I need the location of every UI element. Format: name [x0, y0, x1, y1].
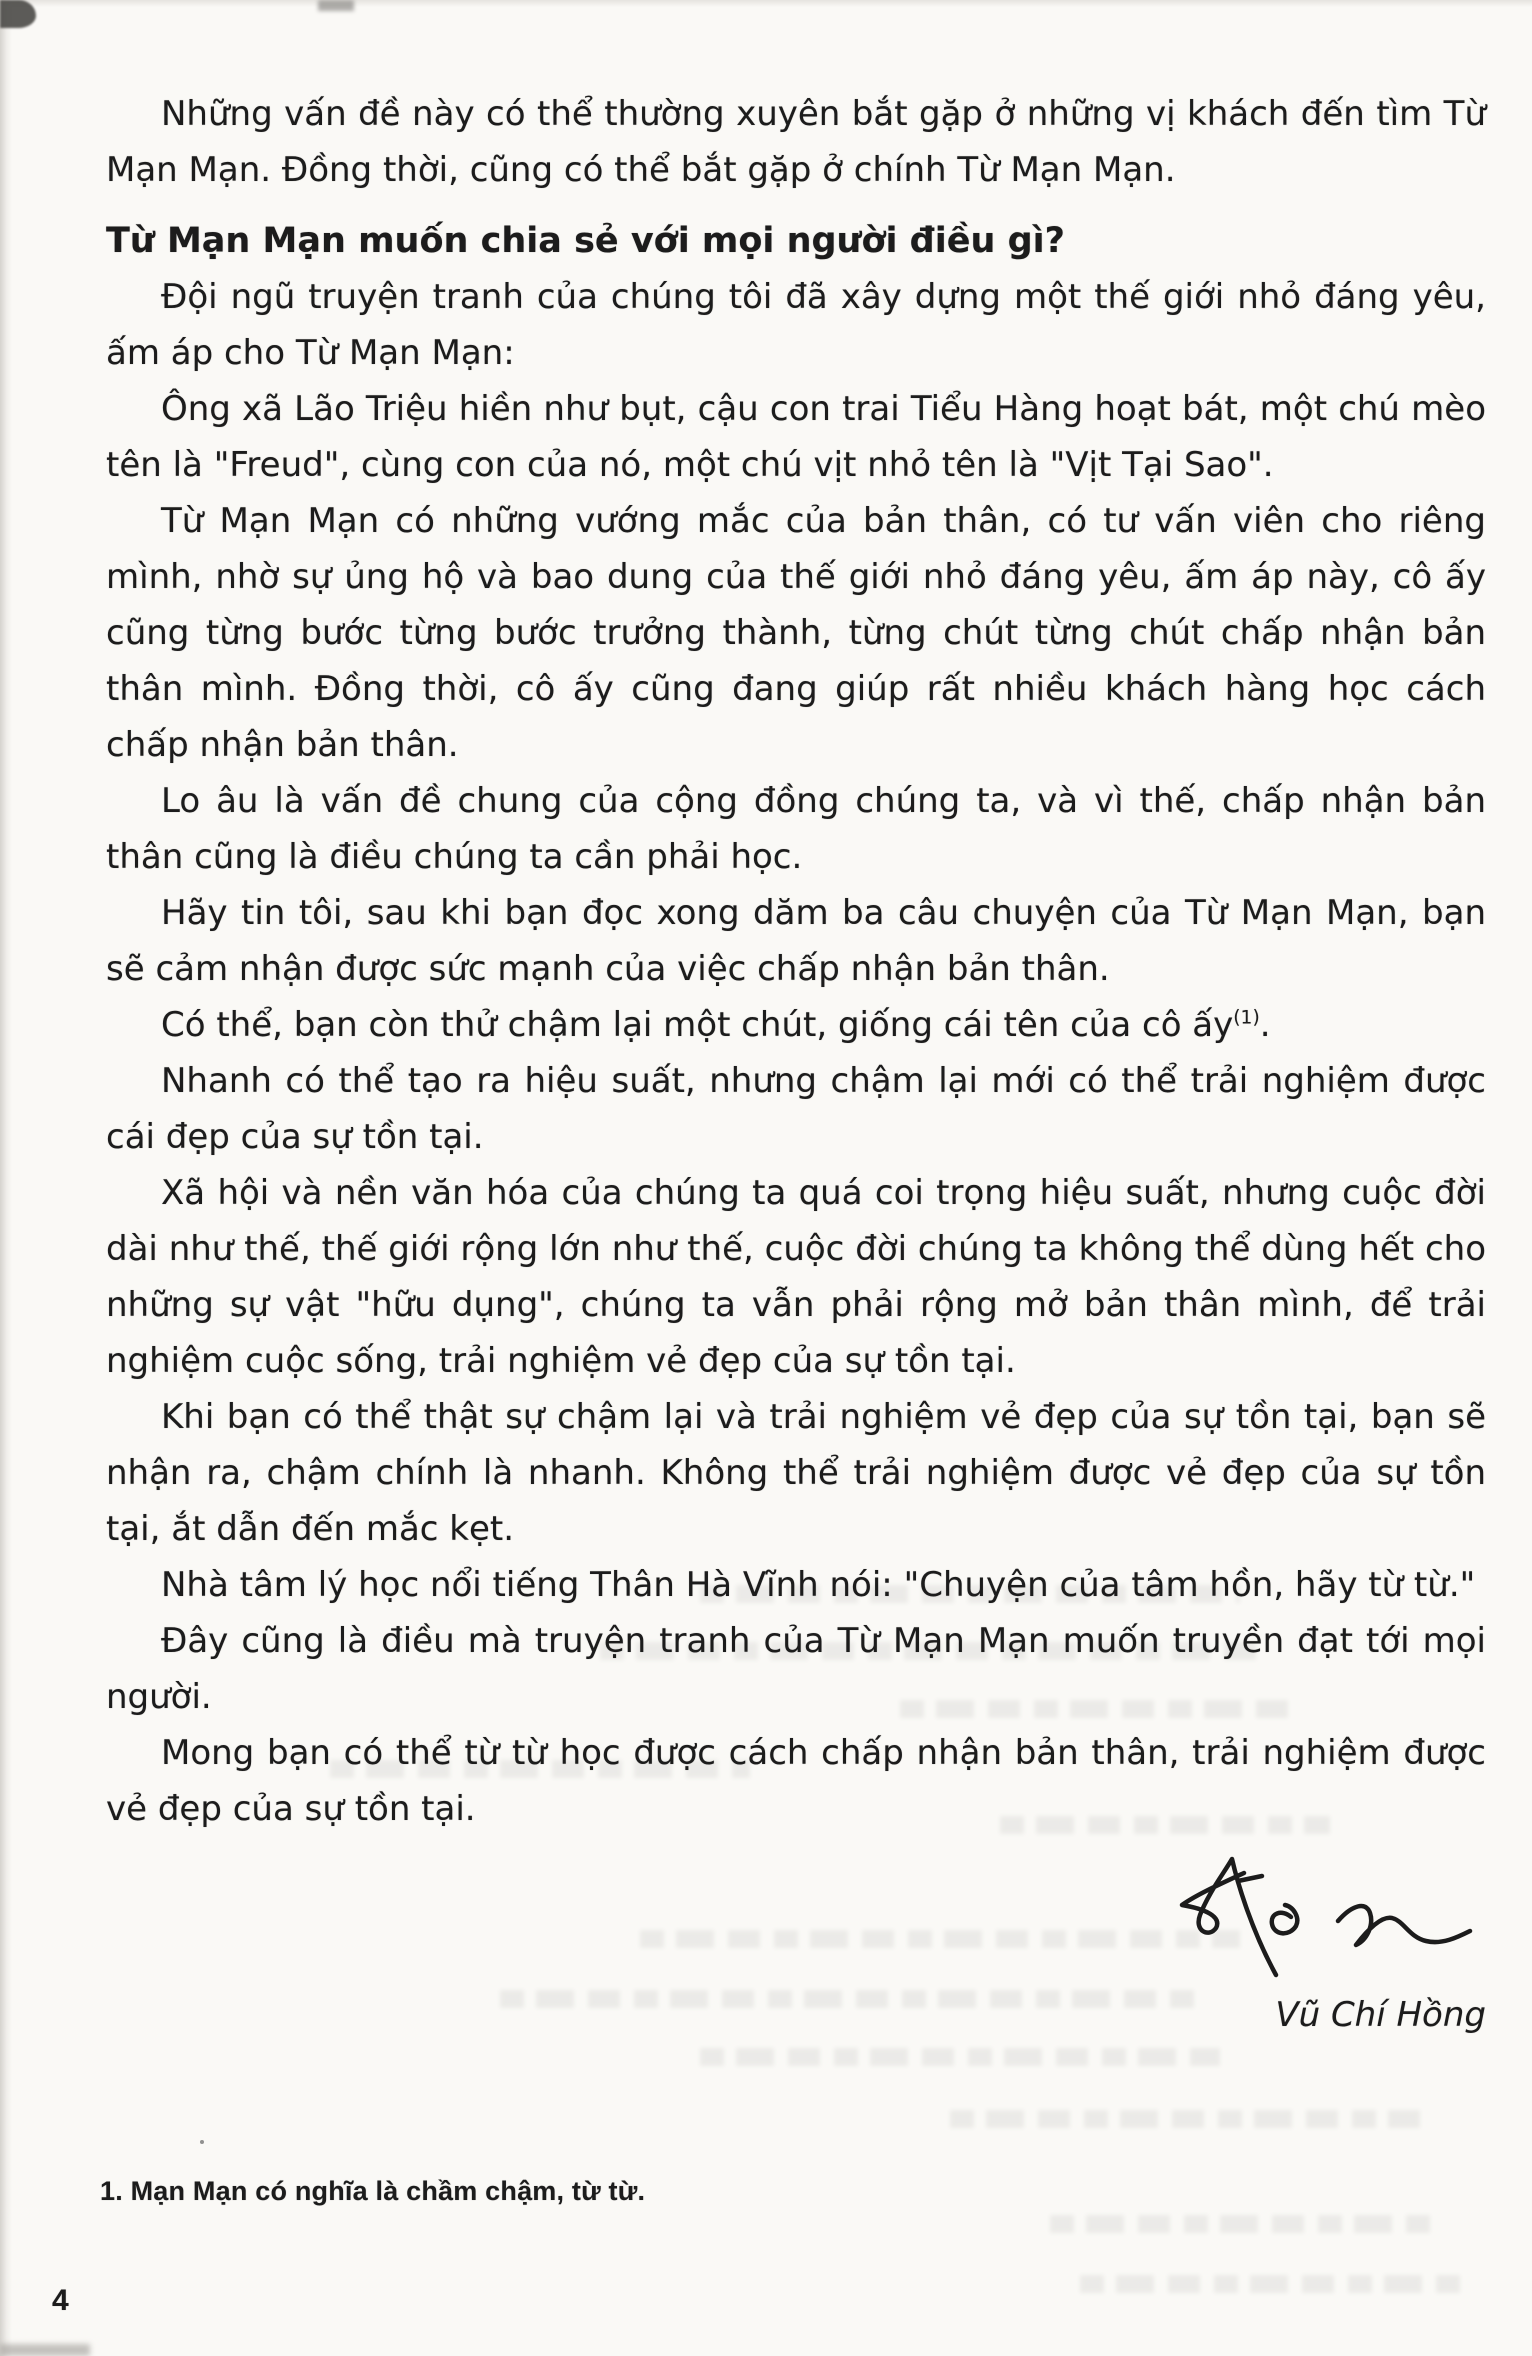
- scan-smudge: [318, 0, 354, 11]
- scan-edge-artifact: [0, 0, 12, 2356]
- paragraph-slow: [106, 997, 1486, 1053]
- scan-smudge: [0, 2344, 90, 2356]
- paragraph-society: Xã hội và nền văn hóa của chúng ta quá coi trọng hiệu suất, nhưng cuộc đời dài như thế, thế giới rộng lớn như thế, cuộc đời chúng ta không thể dùng hết cho những sự vật "hữu dụng", chúng ta vẫn phải rộng mở bản thân mình, để trải nghiệm cuộc sống, trải nghiệm vẻ đẹp của sự tồn tại.: [106, 1173, 1486, 1381]
- footnote: 1. Mạn Mạn có nghĩa là chầm chậm, từ từ.: [100, 2176, 646, 2206]
- footnote-reference: (1): [1233, 1007, 1260, 1029]
- page-number: 4: [52, 2284, 69, 2317]
- paragraph-growth: Từ Mạn Mạn có những vướng mắc của bản thân, có tư vấn viên cho riêng mình, nhờ sự ủng hộ và bao dung của thế giới nhỏ đáng yêu, ấm áp này, cô ấy cũng từng bước từng bước trưởng thành, từng chút từng chút chấp nhận bản thân mình. Đồng thời, cô ấy cũng đang giúp rất nhiều khách hàng học cách chấp nhận bản thân.: [106, 501, 1486, 765]
- scan-speck: [200, 2140, 204, 2144]
- paragraph-speed: Nhanh có thể tạo ra hiệu suất, nhưng chậm lại mới có thể trải nghiệm được cái đẹp của sự tồn tại.: [106, 1061, 1486, 1157]
- author-name: Vũ Chí Hồng: [1275, 1995, 1486, 2035]
- bleed-through-artifact: [700, 2048, 1220, 2066]
- paragraph-message: Đây cũng là điều mà truyện tranh của Từ Mạn Mạn muốn truyền đạt tới mọi người.: [106, 1621, 1486, 1717]
- intro-paragraph: Những vấn đề này có thể thường xuyên bắt gặp ở những vị khách đến tìm Từ Mạn Mạn. Đồng thời, cũng có thể bắt gặp ở chính Từ Mạn Mạn.: [106, 94, 1486, 190]
- paragraph-family: Ông xã Lão Triệu hiền như bụt, cậu con trai Tiểu Hàng hoạt bát, một chú mèo tên là "Freud", cùng con của nó, một chú vịt nhỏ tên là "Vịt Tại Sao".: [106, 389, 1486, 485]
- bleed-through-artifact: [1080, 2275, 1460, 2293]
- paragraph-quote: Nhà tâm lý học nổi tiếng Thân Hà Vĩnh nói: "Chuyện của tâm hồn, hãy từ từ.": [161, 1565, 1476, 1605]
- paragraph-wish: Mong bạn có thể từ từ học được cách chấp nhận bản thân, trải nghiệm được vẻ đẹp của sự tồn tại.: [106, 1733, 1486, 1829]
- bleed-through-artifact: [950, 2110, 1420, 2128]
- paragraph-experience: Khi bạn có thể thật sự chậm lại và trải nghiệm vẻ đẹp của sự tồn tại, bạn sẽ nhận ra, chậm chính là nhanh. Không thể trải nghiệm được vẻ đẹp của sự tồn tại, ắt dẫn đến mắc kẹt.: [106, 1397, 1486, 1549]
- paragraph-trust: Hãy tin tôi, sau khi bạn đọc xong dăm ba câu chuyện của Từ Mạn Mạn, bạn sẽ cảm nhận được sức mạnh của việc chấp nhận bản thân.: [106, 893, 1486, 989]
- author-block: [106, 1847, 1486, 2041]
- section-heading: Từ Mạn Mạn muốn chia sẻ với mọi người điều gì?: [106, 221, 1065, 261]
- scan-edge-artifact: [0, 0, 1532, 7]
- handwritten-signature-icon: [1126, 1847, 1476, 1987]
- text-column: [106, 86, 1486, 2041]
- paragraph-slow-text: Có thể, bạn còn thử chậm lại một chút, giống cái tên của cô ấy: [161, 1005, 1234, 1045]
- paragraph-team: Đội ngũ truyện tranh của chúng tôi đã xây dựng một thế giới nhỏ đáng yêu, ấm áp cho Từ Mạn Mạn:: [106, 277, 1486, 373]
- scan-corner-blotch: [0, 0, 36, 28]
- bleed-through-artifact: [1050, 2215, 1430, 2233]
- paragraph-slow-period: .: [1259, 1005, 1271, 1045]
- paragraph-anxiety: Lo âu là vấn đề chung của cộng đồng chúng ta, và vì thế, chấp nhận bản thân cũng là điều chúng ta cần phải học.: [106, 781, 1486, 877]
